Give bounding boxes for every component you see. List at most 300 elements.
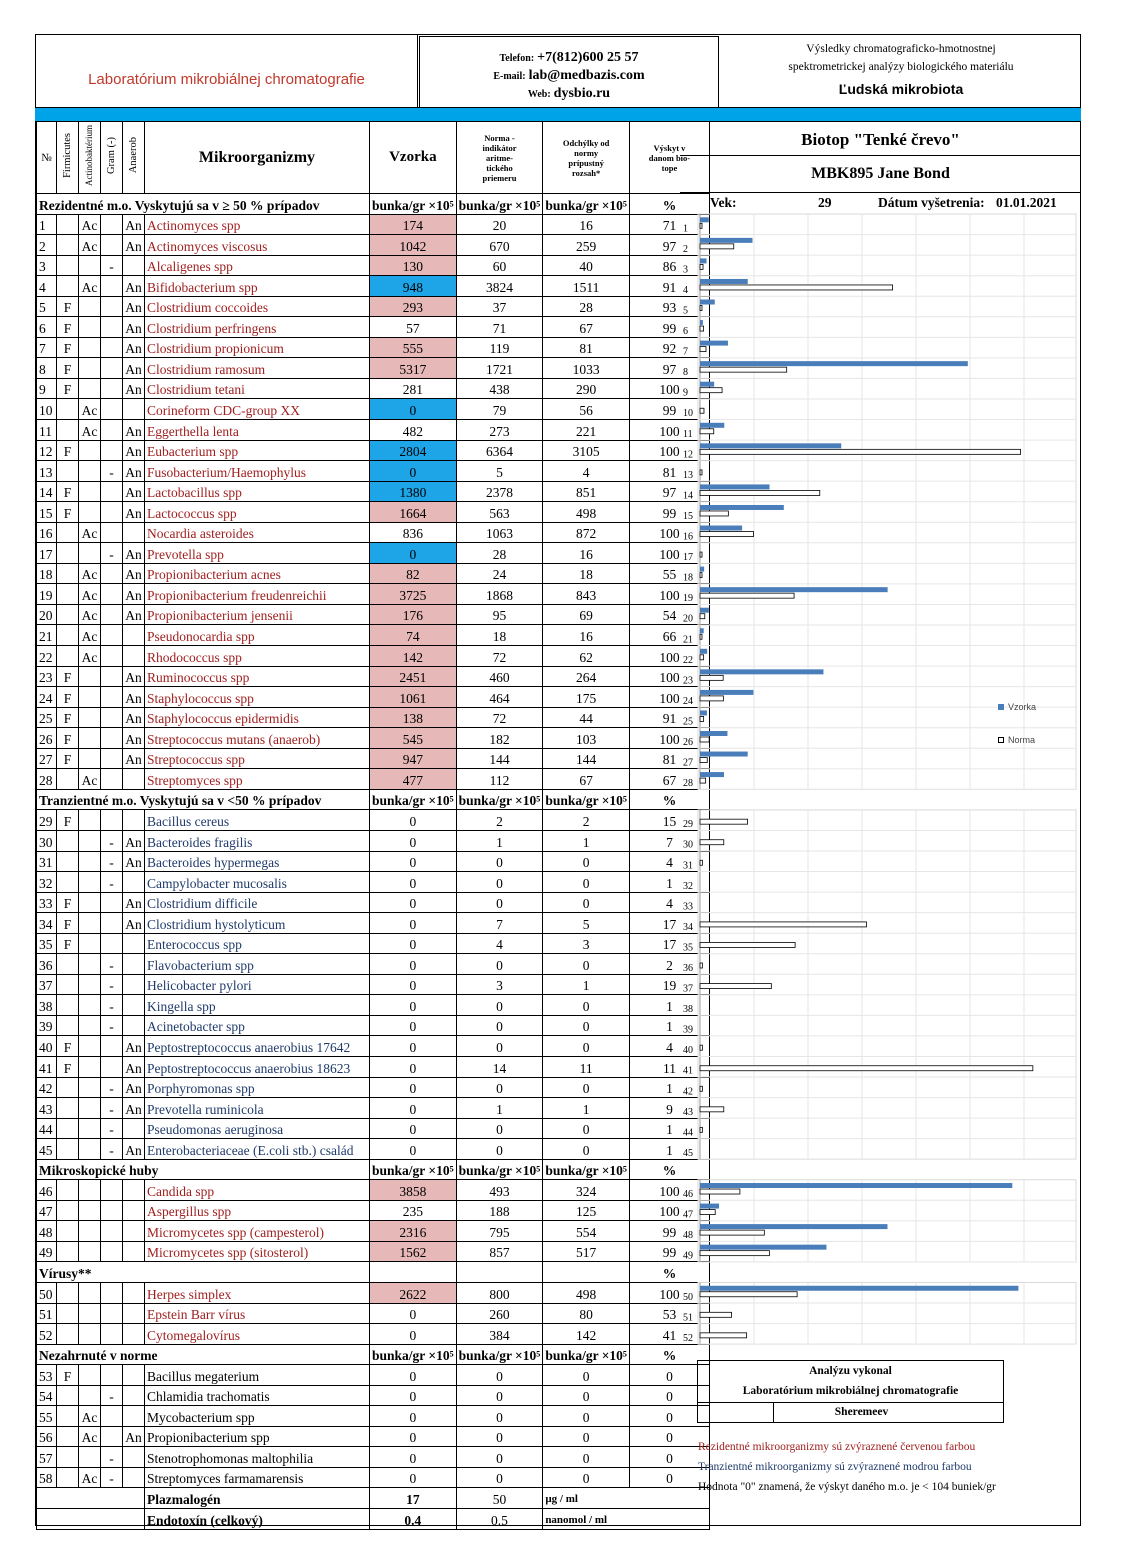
category-label: 18 — [683, 572, 693, 584]
organism-name: Actinomyces viscosus — [145, 235, 370, 256]
deviation-value: 0 — [543, 872, 630, 893]
organism-name: Helicobacter pylori — [145, 974, 370, 995]
gram-flag — [101, 296, 123, 317]
table-row — [37, 1324, 710, 1345]
table-row — [37, 1098, 710, 1119]
table-row — [37, 933, 710, 954]
sample-value: 142 — [370, 646, 457, 667]
row-number: 52 — [37, 1324, 57, 1345]
firmicutes-flag — [57, 625, 79, 646]
category-label: 48 — [683, 1230, 693, 1242]
extra-value: 17 — [370, 1488, 457, 1509]
firmicutes-flag — [57, 1426, 79, 1447]
firmicutes-flag: F — [57, 933, 79, 954]
anaerob-flag: An — [123, 481, 145, 502]
gram-flag — [101, 522, 123, 543]
row-number: 27 — [37, 748, 57, 769]
occurrence-value: 81 — [629, 461, 709, 482]
occurrence-value: 99 — [629, 1241, 709, 1262]
actinobacterium-flag — [79, 1098, 101, 1119]
deviation-value: 144 — [543, 748, 630, 769]
sign-name: Sheremeev — [834, 1406, 889, 1418]
organism-name: Propionibacterium spp — [145, 1426, 370, 1447]
table-row — [37, 1118, 710, 1139]
sample-value: 0 — [370, 974, 457, 995]
occurrence-value: 17 — [629, 933, 709, 954]
organism-name: Epstein Barr vírus — [145, 1303, 370, 1324]
organism-name: Fusobacterium/Haemophylus — [145, 461, 370, 482]
actinobacterium-flag — [79, 440, 101, 461]
row-number: 44 — [37, 1118, 57, 1139]
deviation-value: 0 — [543, 1365, 630, 1386]
sample-value: 555 — [370, 337, 457, 358]
organism-name: Alcaligenes spp — [145, 255, 370, 276]
norm-value: 0 — [456, 892, 543, 913]
anaerob-flag: An — [123, 563, 145, 584]
norm-value: 857 — [456, 1241, 543, 1262]
sample-value: 0 — [370, 1056, 457, 1077]
actinobacterium-flag: Ac — [79, 563, 101, 584]
anaerob-flag: An — [123, 420, 145, 441]
table-row — [37, 235, 710, 256]
unit-percent: % — [629, 194, 709, 215]
row-number: 39 — [37, 1015, 57, 1036]
anaerob-flag — [123, 255, 145, 276]
row-number: 35 — [37, 933, 57, 954]
table-row — [37, 317, 710, 338]
occurrence-value: 67 — [629, 769, 709, 790]
category-label: 39 — [683, 1024, 693, 1036]
section-header — [37, 1159, 710, 1180]
norm-value: 0 — [456, 1365, 543, 1386]
sample-value: 0 — [370, 1447, 457, 1468]
occurrence-value: 100 — [629, 420, 709, 441]
firmicutes-flag — [57, 543, 79, 564]
firmicutes-flag: F — [57, 666, 79, 687]
row-number: 42 — [37, 1077, 57, 1098]
norm-value: 0 — [456, 1139, 543, 1160]
firmicutes-flag — [57, 1241, 79, 1262]
deviation-value: 80 — [543, 1303, 630, 1324]
deviation-value: 125 — [543, 1200, 630, 1221]
occurrence-value: 1 — [629, 1077, 709, 1098]
sample-value: 293 — [370, 296, 457, 317]
row-number: 23 — [37, 666, 57, 687]
deviation-value: 324 — [543, 1180, 630, 1201]
row-number: 37 — [37, 974, 57, 995]
firmicutes-flag — [57, 1385, 79, 1406]
age-label: Vek: — [710, 195, 737, 210]
norm-value: 795 — [456, 1221, 543, 1242]
anaerob-flag: An — [123, 1139, 145, 1160]
row-number: 34 — [37, 913, 57, 934]
actinobacterium-flag — [79, 1139, 101, 1160]
deviation-value: 69 — [543, 604, 630, 625]
organism-name: Propionibacterium acnes — [145, 563, 370, 584]
firmicutes-flag — [57, 563, 79, 584]
occurrence-value: 0 — [629, 1447, 709, 1468]
sample-value: 0 — [370, 1385, 457, 1406]
norm-value: 0 — [456, 872, 543, 893]
actinobacterium-flag — [79, 358, 101, 379]
web-label: Web: — [527, 89, 551, 100]
anaerob-flag: An — [123, 1098, 145, 1119]
anaerob-flag — [123, 974, 145, 995]
firmicutes-flag: F — [57, 337, 79, 358]
deviation-value: 264 — [543, 666, 630, 687]
col-no: № — [37, 122, 57, 194]
table-row — [37, 1385, 710, 1406]
anaerob-flag: An — [123, 707, 145, 728]
row-number: 7 — [37, 337, 57, 358]
occurrence-value: 1 — [629, 995, 709, 1016]
gram-flag — [101, 810, 123, 831]
signature-box — [697, 1360, 1004, 1423]
deviation-value: 0 — [543, 851, 630, 872]
category-label: 49 — [683, 1250, 693, 1262]
actinobacterium-flag — [79, 851, 101, 872]
norm-value: 1063 — [456, 522, 543, 543]
organism-name: Rhodococcus spp — [145, 646, 370, 667]
sample-value: 82 — [370, 563, 457, 584]
norm-value: 3 — [456, 974, 543, 995]
sample-value: 0 — [370, 933, 457, 954]
deviation-value: 0 — [543, 995, 630, 1016]
norm-value: 1 — [456, 1098, 543, 1119]
col-gram: Gram (-) — [101, 122, 123, 194]
organism-name: Nocardia asteroides — [145, 522, 370, 543]
anaerob-flag — [123, 1385, 145, 1406]
deviation-value: 5 — [543, 913, 630, 934]
organism-name: Cytomegalovírus — [145, 1324, 370, 1345]
table-row — [37, 687, 710, 708]
actinobacterium-flag — [79, 1324, 101, 1345]
norm-value: 4 — [456, 933, 543, 954]
deviation-value: 62 — [543, 646, 630, 667]
deviation-value: 16 — [543, 214, 630, 235]
section-title: Vírusy** — [37, 1262, 370, 1283]
category-label: 41 — [683, 1065, 693, 1077]
firmicutes-flag — [57, 1447, 79, 1468]
row-number: 24 — [37, 687, 57, 708]
norm-value: 72 — [456, 707, 543, 728]
anaerob-flag — [123, 1200, 145, 1221]
organism-name: Mycobacterium spp — [145, 1406, 370, 1427]
norm-value: 2378 — [456, 481, 543, 502]
row-number: 15 — [37, 502, 57, 523]
category-label: 16 — [683, 531, 693, 543]
category-label: 45 — [683, 1147, 693, 1159]
sample-value: 2622 — [370, 1282, 457, 1303]
gram-flag: - — [101, 1385, 123, 1406]
actinobacterium-flag — [79, 954, 101, 975]
table-row — [37, 543, 710, 564]
anaerob-flag — [123, 995, 145, 1016]
category-label: 46 — [683, 1189, 693, 1201]
occurrence-value: 100 — [629, 522, 709, 543]
row-number: 22 — [37, 646, 57, 667]
deviation-value: 1 — [543, 974, 630, 995]
gram-flag — [101, 337, 123, 358]
unit-cell: bunka/gr ×10⁵ — [543, 194, 630, 215]
sample-value: 477 — [370, 769, 457, 790]
phone-label: Telefon: — [499, 53, 535, 64]
firmicutes-flag: F — [57, 913, 79, 934]
organism-name: Clostridium ramosum — [145, 358, 370, 379]
deviation-value: 0 — [543, 1036, 630, 1057]
sample-value: 0 — [370, 1015, 457, 1036]
anaerob-flag — [123, 1365, 145, 1386]
category-label: 1 — [683, 223, 688, 235]
organism-name: Peptostreptococcus anaerobius 17642 — [145, 1036, 370, 1057]
organism-name: Streptococcus mutans (anaerob) — [145, 728, 370, 749]
table-row — [37, 584, 710, 605]
category-label: 28 — [683, 778, 693, 790]
occurrence-value: 4 — [629, 851, 709, 872]
occurrence-value: 0 — [629, 1385, 709, 1406]
legend-sample: Vzorka — [998, 698, 1036, 715]
table-row — [37, 440, 710, 461]
sample-value: 57 — [370, 317, 457, 338]
row-number: 36 — [37, 954, 57, 975]
gram-flag — [101, 563, 123, 584]
organism-name: Enterobacteriaceae (E.coli stb.) család — [145, 1139, 370, 1160]
organism-name: Eggerthella lenta — [145, 420, 370, 441]
category-label: 36 — [683, 963, 693, 975]
category-label: 5 — [683, 305, 688, 317]
sample-value: 947 — [370, 748, 457, 769]
gram-flag — [101, 707, 123, 728]
sample-value: 130 — [370, 255, 457, 276]
col-norm: Norma - indikátor aritme-tického priemeru — [456, 122, 543, 194]
organism-name: Kingella spp — [145, 995, 370, 1016]
organism-name: Streptomyces farmamarensis — [145, 1467, 370, 1488]
gram-flag — [101, 399, 123, 420]
age-value: 29 — [818, 195, 832, 210]
anaerob-flag: An — [123, 1426, 145, 1447]
norm-value: 800 — [456, 1282, 543, 1303]
actinobacterium-flag — [79, 296, 101, 317]
gram-flag — [101, 604, 123, 625]
category-label: 27 — [683, 757, 693, 769]
category-label: 42 — [683, 1086, 693, 1098]
deviation-value: 0 — [543, 892, 630, 913]
gram-flag: - — [101, 872, 123, 893]
occurrence-value: 100 — [629, 1200, 709, 1221]
sample-value: 0 — [370, 1467, 457, 1488]
email-label: E-mail: — [493, 71, 526, 82]
unit-percent: % — [629, 1262, 709, 1283]
gram-flag — [101, 235, 123, 256]
firmicutes-flag — [57, 1200, 79, 1221]
occurrence-value: 2 — [629, 954, 709, 975]
table-row — [37, 810, 710, 831]
row-number: 16 — [37, 522, 57, 543]
occurrence-value: 100 — [629, 1282, 709, 1303]
actinobacterium-flag — [79, 707, 101, 728]
sample-value: 0 — [370, 543, 457, 564]
norm-value: 273 — [456, 420, 543, 441]
legend-norm: Norma — [998, 731, 1036, 748]
actinobacterium-flag — [79, 974, 101, 995]
occurrence-value: 1 — [629, 1139, 709, 1160]
norm-value: 384 — [456, 1324, 543, 1345]
table-row — [37, 748, 710, 769]
row-number: 20 — [37, 604, 57, 625]
table-row — [37, 666, 710, 687]
anaerob-flag — [123, 1467, 145, 1488]
firmicutes-flag: F — [57, 892, 79, 913]
organism-name: Aspergillus spp — [145, 1200, 370, 1221]
category-label: 51 — [683, 1312, 693, 1324]
firmicutes-flag — [57, 1324, 79, 1345]
anaerob-flag: An — [123, 584, 145, 605]
gram-flag: - — [101, 1447, 123, 1468]
phone[interactable]: +7(812)600 25 57 — [537, 50, 639, 65]
anaerob-flag: An — [123, 337, 145, 358]
deviation-value: 259 — [543, 235, 630, 256]
deviation-value: 554 — [543, 1221, 630, 1242]
anaerob-flag: An — [123, 461, 145, 482]
occurrence-value: 54 — [629, 604, 709, 625]
occurrence-value: 100 — [629, 646, 709, 667]
sample-value: 0 — [370, 954, 457, 975]
category-label: 19 — [683, 593, 693, 605]
sample-value: 0 — [370, 1036, 457, 1057]
category-label: 12 — [683, 449, 693, 461]
actinobacterium-flag — [79, 255, 101, 276]
gram-flag — [101, 666, 123, 687]
deviation-value: 3105 — [543, 440, 630, 461]
legend-sample-swatch — [998, 704, 1004, 710]
row-number: 28 — [37, 769, 57, 790]
deviation-value: 28 — [543, 296, 630, 317]
category-label: 47 — [683, 1209, 693, 1221]
organism-name: Pseudonocardia spp — [145, 625, 370, 646]
anaerob-flag — [123, 1221, 145, 1242]
gram-flag — [101, 1036, 123, 1057]
sample-value: 3725 — [370, 584, 457, 605]
actinobacterium-flag — [79, 687, 101, 708]
firmicutes-flag: F — [57, 358, 79, 379]
anaerob-flag — [123, 625, 145, 646]
section-header — [37, 194, 710, 215]
organism-name: Acinetobacter spp — [145, 1015, 370, 1036]
row-number: 58 — [37, 1467, 57, 1488]
actinobacterium-flag — [79, 317, 101, 338]
deviation-value: 1511 — [543, 276, 630, 297]
actinobacterium-flag: Ac — [79, 276, 101, 297]
table-row — [37, 1303, 710, 1324]
deviation-value: 0 — [543, 1077, 630, 1098]
gram-flag: - — [101, 954, 123, 975]
actinobacterium-flag — [79, 461, 101, 482]
firmicutes-flag: F — [57, 1056, 79, 1077]
occurrence-value: 91 — [629, 276, 709, 297]
occurrence-value: 97 — [629, 235, 709, 256]
organism-name: Enterococcus spp — [145, 933, 370, 954]
biotop-title: Biotop "Tenké črevo" — [680, 121, 1081, 156]
organism-name: Actinomyces spp — [145, 214, 370, 235]
anaerob-flag — [123, 1303, 145, 1324]
category-label: 3 — [683, 264, 688, 276]
occurrence-value: 1 — [629, 1015, 709, 1036]
row-number: 57 — [37, 1447, 57, 1468]
row-number: 43 — [37, 1098, 57, 1119]
col-firmicutes: Firmicutes — [57, 122, 79, 194]
firmicutes-flag — [57, 1098, 79, 1119]
organism-name: Staphylococcus spp — [145, 687, 370, 708]
actinobacterium-flag — [79, 543, 101, 564]
organism-name: Campylobacter mucosalis — [145, 872, 370, 893]
organism-name: Streptococcus spp — [145, 748, 370, 769]
firmicutes-flag — [57, 1015, 79, 1036]
extra-blank — [37, 1509, 145, 1530]
category-label: 13 — [683, 469, 693, 481]
occurrence-value: 100 — [629, 584, 709, 605]
email-link[interactable]: lab@medbazis.com — [528, 68, 645, 83]
row-number: 45 — [37, 1139, 57, 1160]
organism-name: Porphyromonas spp — [145, 1077, 370, 1098]
category-label: 50 — [683, 1291, 693, 1303]
actinobacterium-flag: Ac — [79, 214, 101, 235]
anaerob-flag: An — [123, 502, 145, 523]
actinobacterium-flag — [79, 1385, 101, 1406]
deviation-value: 67 — [543, 769, 630, 790]
col-actinobacterium: Actinobaktérium — [79, 122, 101, 194]
norm-value: 5 — [456, 461, 543, 482]
actinobacterium-flag — [79, 1077, 101, 1098]
gram-flag — [101, 481, 123, 502]
actinobacterium-flag: Ac — [79, 235, 101, 256]
organism-name: Bacillus cereus — [145, 810, 370, 831]
deviation-value: 0 — [543, 1406, 630, 1427]
firmicutes-flag — [57, 851, 79, 872]
web-link[interactable]: dysbio.ru — [553, 86, 611, 101]
deviation-value: 18 — [543, 563, 630, 584]
category-label: 30 — [683, 839, 693, 851]
table-row — [37, 851, 710, 872]
sample-value: 836 — [370, 522, 457, 543]
anaerob-flag — [123, 1406, 145, 1427]
gram-flag: - — [101, 1077, 123, 1098]
row-number: 14 — [37, 481, 57, 502]
deviation-value: 498 — [543, 502, 630, 523]
deviation-value: 56 — [543, 399, 630, 420]
table-row — [37, 769, 710, 790]
organism-name: Stenotrophomonas maltophilia — [145, 1447, 370, 1468]
sample-value: 1061 — [370, 687, 457, 708]
actinobacterium-flag — [79, 666, 101, 687]
table-row — [37, 337, 710, 358]
sample-value: 0 — [370, 1303, 457, 1324]
norm-value: 6364 — [456, 440, 543, 461]
sample-value: 1380 — [370, 481, 457, 502]
category-label: 23 — [683, 675, 693, 687]
firmicutes-flag — [57, 1282, 79, 1303]
occurrence-value: 55 — [629, 563, 709, 584]
actinobacterium-flag — [79, 1282, 101, 1303]
gram-flag: - — [101, 1467, 123, 1488]
norm-value: 0 — [456, 1426, 543, 1447]
unit-cell: bunka/gr ×10⁵ — [370, 1344, 457, 1365]
actinobacterium-flag — [79, 933, 101, 954]
sample-value: 0 — [370, 995, 457, 1016]
gram-flag — [101, 1180, 123, 1201]
deviation-value: 16 — [543, 543, 630, 564]
norm-value: 0 — [456, 1077, 543, 1098]
row-number: 21 — [37, 625, 57, 646]
